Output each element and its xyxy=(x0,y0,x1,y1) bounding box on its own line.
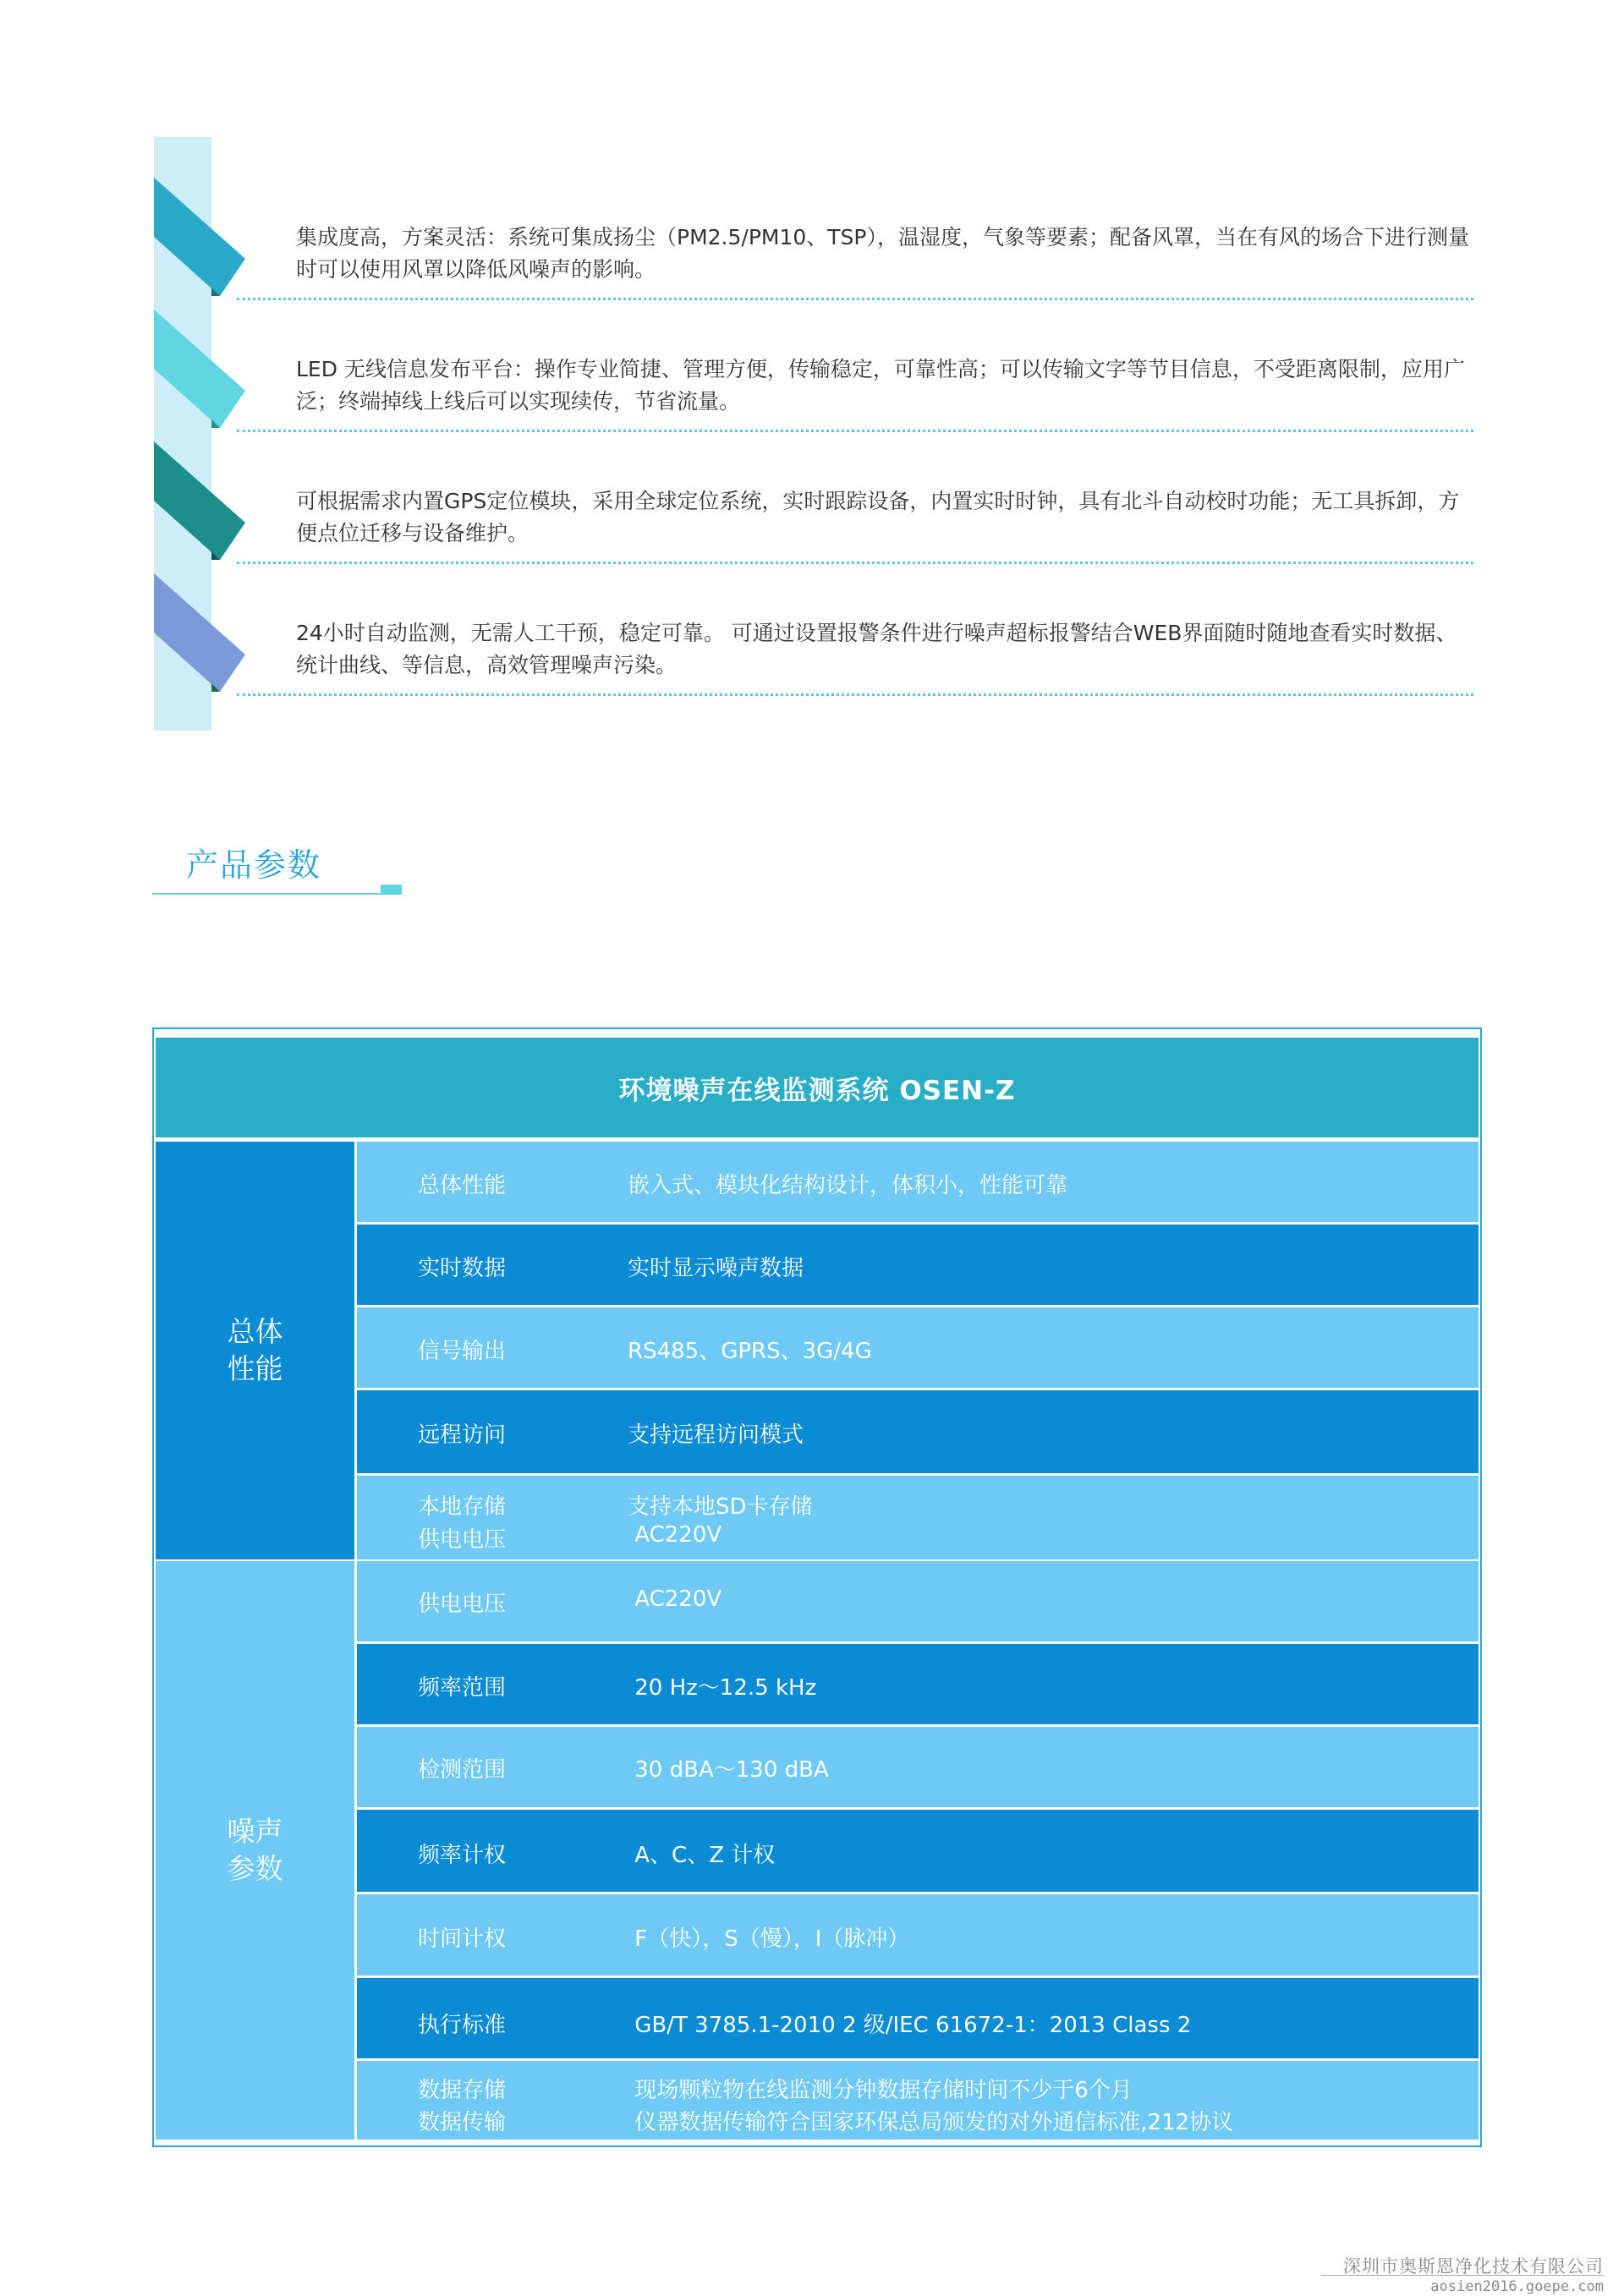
row-value: RS485、GPRS、3G/4G xyxy=(628,1339,872,1364)
group-name-line: 性能 xyxy=(227,1352,283,1385)
table-row xyxy=(357,1390,1479,1473)
table-row xyxy=(357,1225,1479,1305)
side-bar-top-arrow xyxy=(154,137,211,171)
row-value: 嵌入式、模块化结构设计，体积小，性能可靠 xyxy=(628,1173,1068,1198)
table-row xyxy=(357,1561,1479,1641)
table-row xyxy=(357,1476,1479,1559)
row-label: 执行标准 xyxy=(418,2013,507,2038)
section-title: 产品参数 xyxy=(186,847,322,884)
table-row xyxy=(357,1978,1479,2058)
feature-text: 可根据需求内置GPS定位模块，采用全球定位系统，实时跟踪设备，内置实时时钟，具有北斗自动校时功能；无工具拆卸，方便点位迁移与设备维护。 xyxy=(296,489,1460,545)
row-label: 检测范围 xyxy=(418,1757,507,1783)
section-title-underline xyxy=(152,885,402,895)
table-row xyxy=(357,1307,1479,1388)
row-value: 现场颗粒物在线监测分钟数据存储时间不少于6个月 xyxy=(628,2078,1133,2103)
table-row xyxy=(357,1644,1479,1724)
table-row xyxy=(357,1727,1479,1807)
row-label: 数据存储 xyxy=(418,2078,507,2103)
row-value: 支持本地SD卡存储 xyxy=(628,1494,813,1520)
group-name-line: 总体 xyxy=(227,1315,283,1348)
feature-divider xyxy=(237,298,1473,300)
row-value: F（快），S（慢），I（脉冲） xyxy=(628,1926,910,1952)
feature-text: 集成度高，方案灵活：系统可集成扬尘（PM2.5/PM10、TSP），温湿度，气象等要素；配备风罩，当在有风的场合下进行测量时可以使用风罩以降低风噪声的影响。 xyxy=(296,225,1470,282)
feature-divider xyxy=(237,562,1473,564)
group-name-line: 噪声 xyxy=(227,1815,283,1848)
feature-ribbon-icon xyxy=(154,310,272,436)
row-value: A、C、Z 计权 xyxy=(628,1843,776,1868)
feature-ribbon-icon xyxy=(154,178,272,304)
feature-text: LED 无线信息发布平台：操作专业简捷、管理方便，传输稳定，可靠性高；可以传输文字等节目信息，不受距离限制，应用广泛；终端掉线上线后可以实现续传，节省流量。 xyxy=(296,357,1465,414)
row-label: 频率计权 xyxy=(418,1843,507,1868)
row-label: 数据传输 xyxy=(418,2110,507,2135)
feature-item xyxy=(154,573,1473,700)
table-row xyxy=(357,1894,1479,1975)
row-label: 时间计权 xyxy=(418,1926,507,1952)
row-value: AC220V xyxy=(628,1522,722,1548)
row-label: 供电电压 xyxy=(418,1527,507,1553)
row-value: AC220V xyxy=(628,1586,722,1612)
group-noise-params xyxy=(156,1561,354,2140)
row-label: 实时数据 xyxy=(418,1256,507,1281)
row-value: GB/T 3785.1-2010 2 级/IEC 61672-1：2013 Class 2 xyxy=(628,2013,1192,2038)
row-label: 远程访问 xyxy=(418,1422,507,1448)
table-row xyxy=(357,1810,1479,1892)
row-label: 频率范围 xyxy=(418,1675,507,1701)
feature-ribbon-icon xyxy=(154,441,272,568)
row-label: 总体性能 xyxy=(418,1173,507,1198)
feature-item xyxy=(154,178,1473,304)
feature-ribbon-icon xyxy=(154,573,272,700)
row-label: 供电电压 xyxy=(418,1592,507,1617)
row-value: 30 dBA～130 dBA xyxy=(628,1757,829,1783)
table-title: 环境噪声在线监测系统 OSEN-Z xyxy=(156,1038,1479,1137)
feature-text: 24小时自动监测，无需人工干预，稳定可靠。 可通过设置报警条件进行噪声超标报警结合WEB界面随时随地查看实时数据、统计曲线、等信息，高效管理噪声污染。 xyxy=(296,621,1457,677)
feature-divider xyxy=(237,430,1473,432)
footer-website: aosien2016.goepe.com xyxy=(1430,2278,1604,2295)
row-value: 实时显示噪声数据 xyxy=(628,1256,804,1281)
row-value: 20 Hz～12.5 kHz xyxy=(628,1675,817,1701)
row-label: 信号输出 xyxy=(418,1339,507,1364)
row-value: 仪器数据传输符合国家环保总局颁发的对外通信标准,212协议 xyxy=(628,2110,1234,2135)
footer-divider xyxy=(1321,2275,1604,2276)
feature-item xyxy=(154,441,1473,568)
group-overall-performance xyxy=(156,1142,354,1559)
feature-divider xyxy=(237,693,1473,696)
table-row xyxy=(357,2061,1479,2140)
group-name-line: 参数 xyxy=(227,1852,283,1885)
row-value: 支持远程访问模式 xyxy=(628,1422,804,1448)
table-row xyxy=(357,1142,1479,1222)
feature-item xyxy=(154,310,1473,436)
footer-company-name: 深圳市奥斯恩净化技术有限公司 xyxy=(1343,2256,1604,2277)
row-label: 本地存储 xyxy=(418,1494,507,1520)
